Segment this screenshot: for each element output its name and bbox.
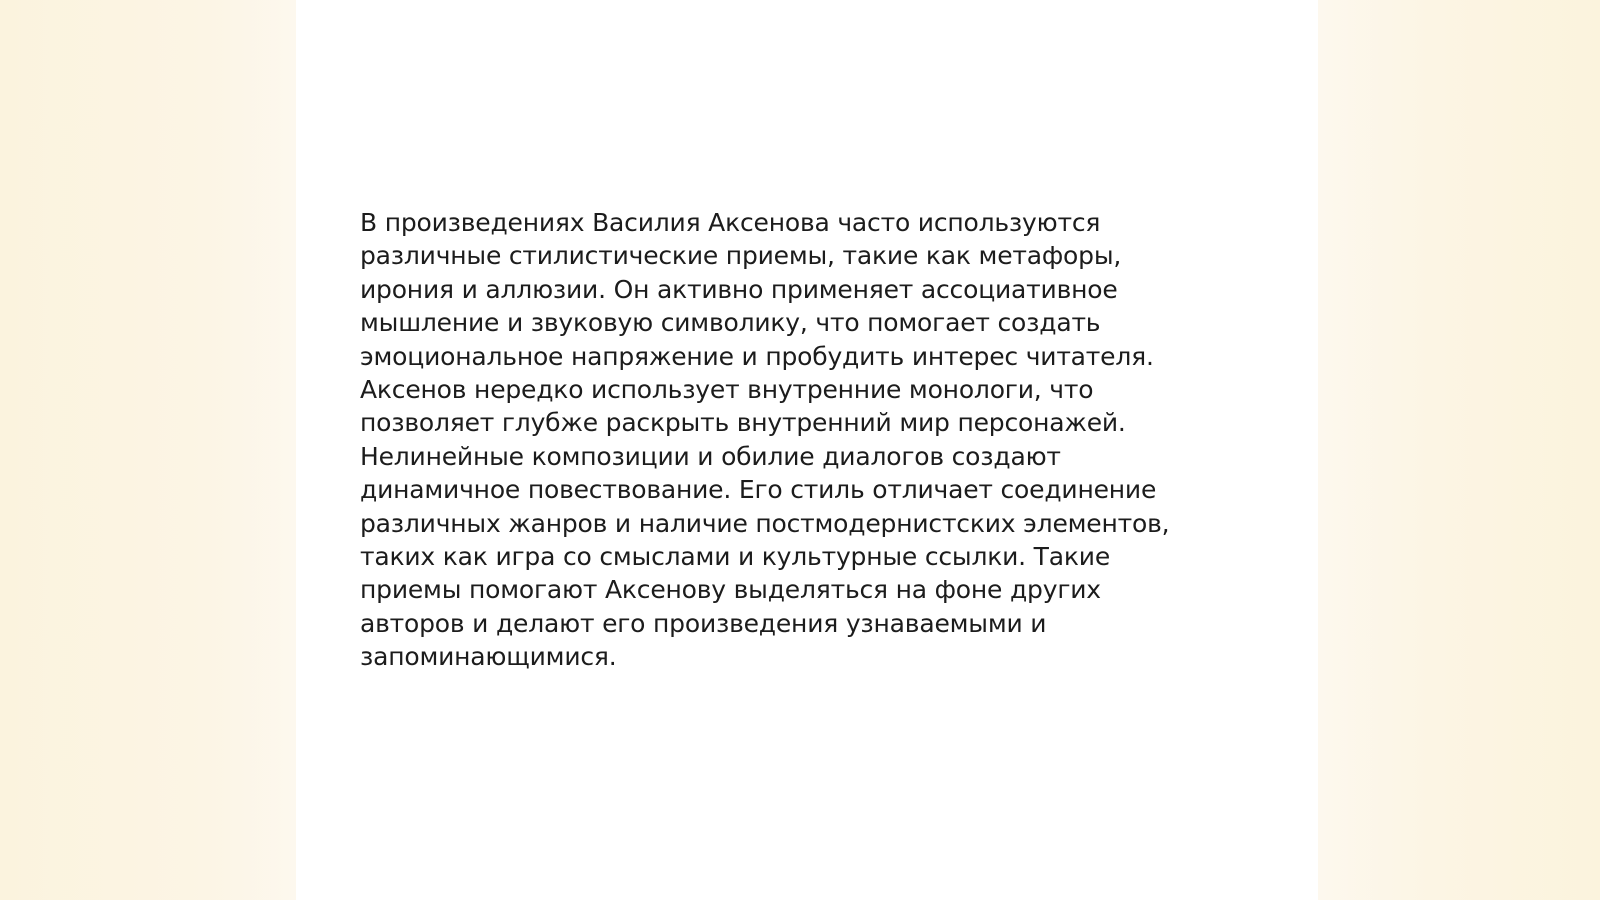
left-background-margin	[0, 0, 296, 900]
slide-body-text: В произведениях Василия Аксенова часто используются различные стилистические приемы, такие как метафоры, ирония и аллюзии. Он активно применяет ассоциативное мышление и звуковую символику, что помогает создать эмоциональное напряжение и пробудить интерес читателя. Аксенов нередко использует внутренние монологи, что позволяет глубже раскрыть внутренний мир персонажей. Нелинейные композиции и обилие диалогов создают динамичное повествование. Его стиль отличает соединение различных жанров и наличие постмодернистских элементов, таких как игра со смыслами и культурные ссылки. Такие приемы помогают Аксенову выделяться на фоне других авторов и делают его произведения узнаваемыми и запоминающимися.	[360, 208, 1170, 672]
right-background-margin	[1318, 0, 1600, 900]
